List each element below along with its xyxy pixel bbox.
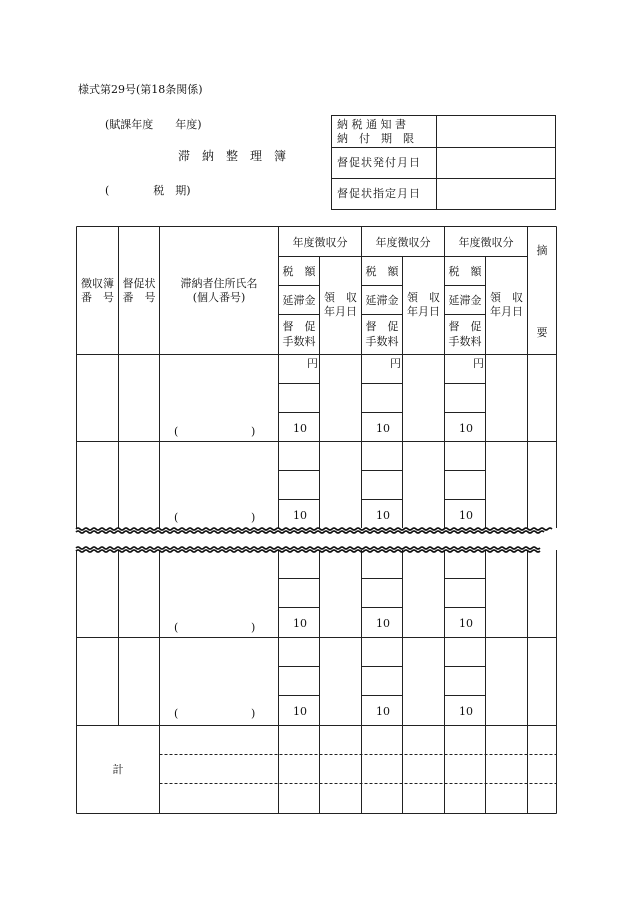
form-number: 様式第29号(第18条関係) — [78, 83, 203, 96]
header-receipt-date-3b: 年月日 — [490, 305, 523, 318]
header-demand-fee-2b: 手数料 — [365, 335, 399, 348]
header-tax-amount-2: 税 額 — [365, 265, 399, 278]
header-late-fee-1: 延滞金 — [282, 294, 316, 307]
ten-marker: 10 — [376, 509, 390, 522]
paren-open: ( — [174, 511, 179, 524]
paren-close: ) — [251, 511, 256, 524]
header-tax-amount-1: 税 額 — [282, 265, 316, 278]
paren-open: ( — [174, 621, 179, 634]
paren-open: ( — [174, 425, 179, 438]
ten-marker: 10 — [459, 617, 473, 630]
yen-unit-2: 円 — [390, 357, 401, 370]
header-collection-no-1: 徴収簿 — [81, 277, 114, 290]
header-receipt-date-1a: 領 収 — [324, 291, 357, 304]
ten-marker: 10 — [293, 705, 307, 718]
header-demand-no-1: 督促状 — [122, 277, 156, 290]
header-receipt-date-1b: 年月日 — [324, 305, 357, 318]
header-year-collection-2: 年度徴収分 — [375, 236, 431, 249]
header-taxpayer-2: (個人番号) — [192, 291, 246, 304]
fiscal-year-label: (賦課年度 年度) — [105, 118, 202, 131]
notice-deadline-field[interactable] — [437, 116, 555, 147]
notice-label-line1: 納 税 通 知 書 — [337, 118, 406, 131]
ten-marker: 10 — [293, 509, 307, 522]
tax-period-label: ( 税 期) — [105, 184, 191, 197]
header-remarks-bottom: 要 — [536, 326, 548, 339]
header-year-collection-1: 年度徴収分 — [292, 236, 348, 249]
paren-close: ) — [251, 425, 256, 438]
header-receipt-date-2b: 年月日 — [407, 305, 440, 318]
header-remarks-top: 摘 — [536, 244, 548, 257]
ten-marker: 10 — [459, 705, 473, 718]
deadline-date-field[interactable] — [437, 179, 555, 209]
issue-date-field[interactable] — [437, 148, 555, 178]
paren-open: ( — [174, 707, 179, 720]
deadline-label: 督促状指定月日 — [337, 187, 421, 200]
ten-marker: 10 — [376, 617, 390, 630]
ten-marker: 10 — [376, 705, 390, 718]
header-taxpayer-1: 滞納者住所氏名 — [180, 277, 258, 290]
yen-unit-1: 円 — [307, 357, 318, 370]
header-demand-fee-3b: 手数料 — [448, 335, 482, 348]
ten-marker: 10 — [459, 509, 473, 522]
header-late-fee-2: 延滞金 — [365, 294, 399, 307]
paren-close: ) — [251, 707, 256, 720]
header-year-collection-3: 年度徴収分 — [458, 236, 514, 249]
notice-label-line2: 納 付 期 限 — [337, 132, 414, 145]
ten-marker: 10 — [376, 422, 390, 435]
paren-close: ) — [251, 621, 256, 634]
header-late-fee-3: 延滞金 — [448, 294, 482, 307]
issue-date-label: 督促状発付月日 — [337, 156, 421, 169]
header-demand-fee-1b: 手数料 — [282, 335, 316, 348]
ten-marker: 10 — [293, 617, 307, 630]
header-demand-fee-1a: 督 促 — [282, 320, 316, 333]
header-demand-no-2: 番 号 — [122, 291, 156, 304]
page-title: 滞 納 整 理 簿 — [178, 149, 287, 163]
header-demand-fee-2a: 督 促 — [365, 320, 399, 333]
ten-marker: 10 — [459, 422, 473, 435]
total-label: 計 — [112, 763, 124, 776]
header-tax-amount-3: 税 額 — [448, 265, 482, 278]
header-demand-fee-3a: 督 促 — [448, 320, 482, 333]
header-receipt-date-2a: 領 収 — [407, 291, 440, 304]
yen-unit-3: 円 — [473, 357, 484, 370]
ten-marker: 10 — [293, 422, 307, 435]
header-collection-no-2: 番 号 — [81, 291, 114, 304]
header-receipt-date-3a: 領 収 — [490, 291, 523, 304]
